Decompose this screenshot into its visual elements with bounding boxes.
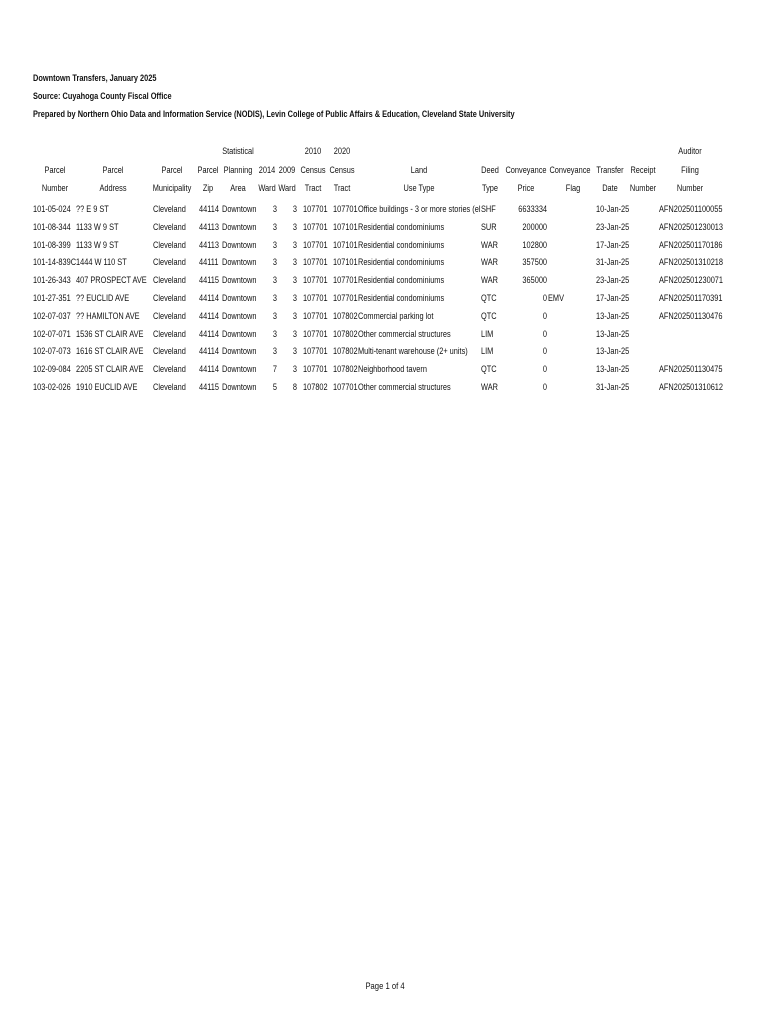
- cell-muni: Cleveland: [153, 346, 186, 357]
- cell-muni: Cleveland: [153, 275, 186, 286]
- cell-parcel: 101-27-351: [33, 293, 71, 303]
- cell-filing: AFN202501100055: [659, 204, 723, 214]
- cell-muni: Cleveland: [153, 382, 186, 392]
- cell-use: Multi-tenant warehouse (2+ units): [358, 346, 468, 357]
- cell-date: 13-Jan-25: [596, 364, 630, 375]
- cell-parcel: 102-07-071: [33, 328, 71, 339]
- cell-area: Downtown: [222, 293, 257, 303]
- cell-deed: WAR: [481, 239, 498, 250]
- cell-filing: AFN202501230013: [659, 221, 724, 232]
- cell-parcel: 102-07-073: [33, 346, 71, 357]
- cell-deed: LIM: [481, 328, 494, 339]
- header-transfer: Transfer: [596, 165, 624, 175]
- cell-area: Downtown: [222, 346, 257, 357]
- cell-use: Residential condominiums: [358, 293, 445, 303]
- cell-zip: 44114: [199, 310, 219, 321]
- cell-zip: 44114: [199, 328, 219, 339]
- cell-use: Residential condominiums: [358, 239, 445, 250]
- header-auditor: Auditor: [678, 146, 702, 156]
- header-conveyance-flag: Conveyance: [549, 165, 591, 175]
- cell-use: Residential condominiums: [358, 221, 445, 232]
- cell-muni: Cleveland: [153, 310, 186, 321]
- cell-t2010: 107701: [303, 310, 328, 321]
- cell-w2009: 3: [292, 239, 297, 250]
- cell-price: 6633334: [518, 204, 547, 214]
- cell-price: 0: [542, 310, 547, 321]
- cell-t2020: 107101: [333, 239, 358, 250]
- page-number: Page 1 of 4: [365, 981, 405, 991]
- cell-muni: Cleveland: [153, 204, 186, 214]
- cell-muni: Cleveland: [153, 328, 186, 339]
- cell-w2014: 3: [272, 328, 277, 339]
- cell-w2014: 3: [272, 257, 277, 268]
- cell-date: 31-Jan-25: [596, 257, 630, 268]
- cell-deed: WAR: [481, 257, 498, 268]
- cell-address: 1444 W 110 ST: [76, 257, 127, 268]
- cell-address: 1536 ST CLAIR AVE: [76, 328, 144, 339]
- cell-muni: Cleveland: [153, 293, 186, 303]
- cell-w2014: 3: [272, 346, 277, 357]
- cell-parcel: 103-02-026: [33, 382, 71, 392]
- document-source: Source: Cuyahoga County Fiscal Office: [33, 91, 172, 101]
- cell-w2009: 3: [292, 275, 297, 286]
- cell-w2009: 3: [292, 328, 297, 339]
- cell-area: Downtown: [222, 239, 257, 250]
- cell-t2020: 107802: [333, 310, 358, 321]
- cell-w2014: 3: [272, 293, 277, 303]
- header-2010: 2010: [304, 146, 322, 156]
- header-planning: Planning: [223, 165, 253, 175]
- cell-t2010: 107701: [303, 239, 328, 250]
- cell-t2020: 107802: [333, 346, 358, 357]
- header-filing-number: Number: [676, 183, 704, 193]
- cell-use: Other commercial structures: [358, 328, 451, 339]
- cell-deed: QTC: [481, 293, 497, 303]
- cell-price: 102800: [522, 239, 547, 250]
- cell-date: 31-Jan-25: [596, 382, 630, 392]
- cell-zip: 44114: [199, 293, 219, 303]
- header-zip: Zip: [202, 183, 214, 193]
- cell-area: Downtown: [222, 221, 257, 232]
- header-ward2014: Ward: [258, 183, 276, 193]
- cell-t2020: 107701: [333, 293, 358, 303]
- cell-address: 407 PROSPECT AVE: [76, 275, 147, 286]
- cell-price: 200000: [522, 221, 547, 232]
- cell-date: 13-Jan-25: [596, 328, 630, 339]
- cell-parcel: 102-09-084: [33, 364, 71, 375]
- cell-zip: 44113: [199, 239, 219, 250]
- cell-t2010: 107802: [303, 382, 328, 392]
- document-title: Downtown Transfers, January 2025: [33, 73, 157, 83]
- header-number: Number: [41, 183, 69, 193]
- cell-t2020: 107101: [333, 257, 358, 268]
- cell-use: Residential condominiums: [358, 275, 445, 286]
- cell-address: ?? E 9 ST: [76, 204, 109, 214]
- header-deed-type: Type: [481, 183, 498, 193]
- cell-zip: 44114: [199, 346, 219, 357]
- cell-area: Downtown: [222, 204, 257, 214]
- cell-use: Commercial parking lot: [358, 310, 434, 321]
- cell-zip: 44115: [199, 275, 219, 286]
- cell-area: Downtown: [222, 310, 257, 321]
- cell-filing: AFN202501310612: [659, 382, 724, 392]
- header-tract2010: Tract: [304, 183, 322, 193]
- header-y2014: 2014: [258, 165, 276, 175]
- cell-zip: 44111: [199, 257, 219, 268]
- cell-area: Downtown: [222, 364, 257, 375]
- cell-w2009: 8: [292, 382, 297, 392]
- cell-w2014: 3: [272, 310, 277, 321]
- transfers-table: [0, 146, 770, 396]
- header-filing: Filing: [681, 165, 699, 175]
- header-y2009: 2009: [278, 165, 296, 175]
- cell-t2020: 107701: [333, 204, 358, 214]
- cell-price: 0: [542, 328, 547, 339]
- cell-deed: SUR: [481, 221, 497, 232]
- cell-date: 23-Jan-25: [596, 275, 630, 286]
- cell-address: ?? HAMILTON AVE: [76, 310, 140, 321]
- cell-filing: AFN202501130476: [659, 310, 723, 321]
- cell-use: Neighborhood tavern: [358, 364, 427, 375]
- cell-area: Downtown: [222, 275, 257, 286]
- cell-deed: WAR: [481, 382, 498, 392]
- cell-w2014: 5: [272, 382, 277, 392]
- cell-w2009: 3: [292, 293, 297, 303]
- cell-address: 1133 W 9 ST: [76, 239, 119, 250]
- cell-use: Office buildings - 3 or more stories (el: [358, 204, 481, 214]
- cell-use: Residential condominiums: [358, 257, 445, 268]
- cell-address: 2205 ST CLAIR AVE: [76, 364, 144, 375]
- cell-t2010: 107701: [303, 328, 328, 339]
- cell-w2014: 3: [272, 275, 277, 286]
- cell-area: Downtown: [222, 328, 257, 339]
- cell-w2009: 3: [292, 257, 297, 268]
- cell-parcel: 101-26-343: [33, 275, 71, 286]
- cell-parcel: 101-14-839C: [33, 257, 77, 268]
- cell-filing: AFN202501230071: [659, 275, 724, 286]
- header-price: Price: [517, 183, 535, 193]
- cell-date: 17-Jan-25: [596, 293, 630, 303]
- cell-address: 1910 EUCLID AVE: [76, 382, 138, 392]
- cell-t2010: 107701: [303, 364, 328, 375]
- cell-parcel: 101-05-024: [33, 204, 71, 214]
- cell-w2009: 3: [292, 364, 297, 375]
- header-census2010: Census: [300, 165, 326, 175]
- cell-w2014: 7: [272, 364, 277, 375]
- cell-deed: WAR: [481, 275, 498, 286]
- cell-price: 365000: [522, 275, 547, 286]
- cell-w2014: 3: [272, 204, 277, 214]
- header-conveyance-price: Conveyance: [505, 165, 547, 175]
- cell-deed: SHF: [481, 204, 496, 214]
- cell-parcel: 102-07-037: [33, 310, 71, 321]
- cell-zip: 44113: [199, 221, 219, 232]
- cell-address: 1616 ST CLAIR AVE: [76, 346, 144, 357]
- cell-filing: AFN202501130475: [659, 364, 723, 375]
- cell-filing: AFN202501170391: [659, 293, 723, 303]
- cell-filing: AFN202501310218: [659, 257, 724, 268]
- cell-filing: AFN202501170186: [659, 239, 723, 250]
- cell-muni: Cleveland: [153, 221, 186, 232]
- cell-t2020: 107802: [333, 328, 358, 339]
- cell-zip: 44114: [199, 204, 219, 214]
- cell-price: 0: [542, 346, 547, 357]
- cell-zip: 44115: [199, 382, 219, 392]
- header-census2020: Census: [329, 165, 355, 175]
- cell-price: 0: [542, 382, 547, 392]
- cell-t2010: 107701: [303, 204, 328, 214]
- cell-deed: QTC: [481, 364, 497, 375]
- cell-address: ?? EUCLID AVE: [76, 293, 130, 303]
- cell-date: 13-Jan-25: [596, 346, 630, 357]
- cell-price: 0: [542, 293, 547, 303]
- header-flag: Flag: [565, 183, 581, 193]
- cell-use: Other commercial structures: [358, 382, 451, 392]
- header-parcel-zip: Parcel: [197, 165, 219, 175]
- cell-parcel: 101-08-344: [33, 221, 71, 232]
- header-municipality: Municipality: [152, 183, 192, 193]
- cell-price: 0: [542, 364, 547, 375]
- cell-w2009: 3: [292, 221, 297, 232]
- cell-date: 17-Jan-25: [596, 239, 630, 250]
- cell-date: 10-Jan-25: [596, 204, 630, 214]
- header-2020: 2020: [333, 146, 351, 156]
- cell-date: 13-Jan-25: [596, 310, 630, 321]
- header-ward2009: Ward: [278, 183, 296, 193]
- header-receipt-number: Number: [629, 183, 657, 193]
- cell-parcel: 101-08-399: [33, 239, 71, 250]
- cell-deed: QTC: [481, 310, 497, 321]
- cell-zip: 44114: [199, 364, 219, 375]
- cell-t2020: 107701: [333, 382, 358, 392]
- cell-date: 23-Jan-25: [596, 221, 630, 232]
- cell-t2020: 107701: [333, 275, 358, 286]
- cell-w2014: 3: [272, 221, 277, 232]
- cell-muni: Cleveland: [153, 239, 186, 250]
- cell-w2009: 3: [292, 310, 297, 321]
- cell-area: Downtown: [222, 257, 257, 268]
- header-statistical: Statistical: [222, 146, 254, 156]
- header-parcel-muni: Parcel: [161, 165, 183, 175]
- cell-muni: Cleveland: [153, 257, 186, 268]
- cell-address: 1133 W 9 ST: [76, 221, 119, 232]
- cell-flag: EMV: [548, 293, 565, 303]
- cell-w2009: 3: [292, 346, 297, 357]
- cell-w2014: 3: [272, 239, 277, 250]
- cell-t2010: 107701: [303, 221, 328, 232]
- header-date: Date: [602, 183, 618, 193]
- cell-t2010: 107701: [303, 257, 328, 268]
- cell-t2010: 107701: [303, 275, 328, 286]
- header-land: Land: [410, 165, 428, 175]
- cell-w2009: 3: [292, 204, 297, 214]
- cell-area: Downtown: [222, 382, 257, 392]
- header-deed: Deed: [481, 165, 499, 175]
- header-use-type: Use Type: [403, 183, 435, 193]
- cell-t2020: 107101: [333, 221, 358, 232]
- header-tract2020: Tract: [333, 183, 351, 193]
- document-prepared-by: Prepared by Northern Ohio Data and Information Service (NODIS), Levin College of Public Affairs & Education, Cleveland State University: [33, 109, 515, 119]
- header-parcel: Parcel: [44, 165, 66, 175]
- header-receipt: Receipt: [630, 165, 656, 175]
- header-area: Area: [230, 183, 246, 193]
- cell-deed: LIM: [481, 346, 494, 357]
- cell-t2010: 107701: [303, 346, 328, 357]
- header-address: Address: [99, 183, 127, 193]
- cell-muni: Cleveland: [153, 364, 186, 375]
- cell-t2010: 107701: [303, 293, 328, 303]
- cell-price: 357500: [522, 257, 547, 268]
- header-parcel-addr: Parcel: [102, 165, 124, 175]
- cell-t2020: 107802: [333, 364, 358, 375]
